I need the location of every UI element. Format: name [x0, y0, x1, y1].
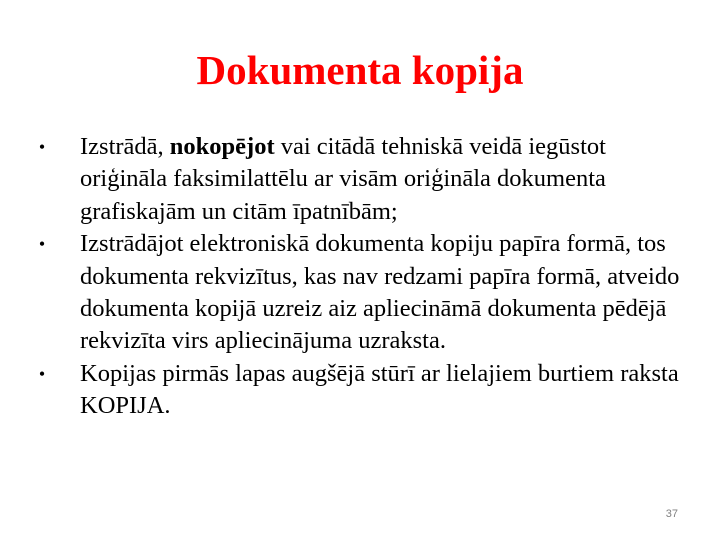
bullet-icon: •	[38, 363, 46, 384]
page-number: 37	[665, 508, 678, 520]
bullet-2-text: Izstrādājot elektroniskā dokumenta kopiju papīra formā, tos dokumenta rekvizītus, kas nav redzami papīra formā, atveido dokumenta kopijā uzreiz aiz apliecināmā dokumenta pēdējā rekvizīta virs apliecinājuma uzraksta.	[80, 230, 680, 355]
bullet-item-1	[38, 131, 680, 228]
bullet-icon: •	[38, 137, 46, 157]
bullet-1-text-after: vai citādā tehniskā veidā iegūstot oriģināla faksimilattēlu ar visām oriģināla dokumenta grafiskajām un citām īpatnībām;	[80, 133, 606, 225]
slide-title: Dokumenta kopija	[196, 47, 524, 93]
bullet-item-2	[38, 228, 680, 358]
bullet-1-bold-word: nokopējot	[169, 133, 275, 160]
bullet-list	[38, 131, 680, 423]
bullet-icon: •	[38, 234, 46, 255]
bullet-item-3	[38, 358, 680, 423]
bullet-1-text-before: Izstrādā,	[80, 133, 170, 160]
bullet-3-text: Kopijas pirmās lapas augšējā stūrī ar lielajiem burtiem raksta KOPIJA.	[80, 359, 679, 420]
